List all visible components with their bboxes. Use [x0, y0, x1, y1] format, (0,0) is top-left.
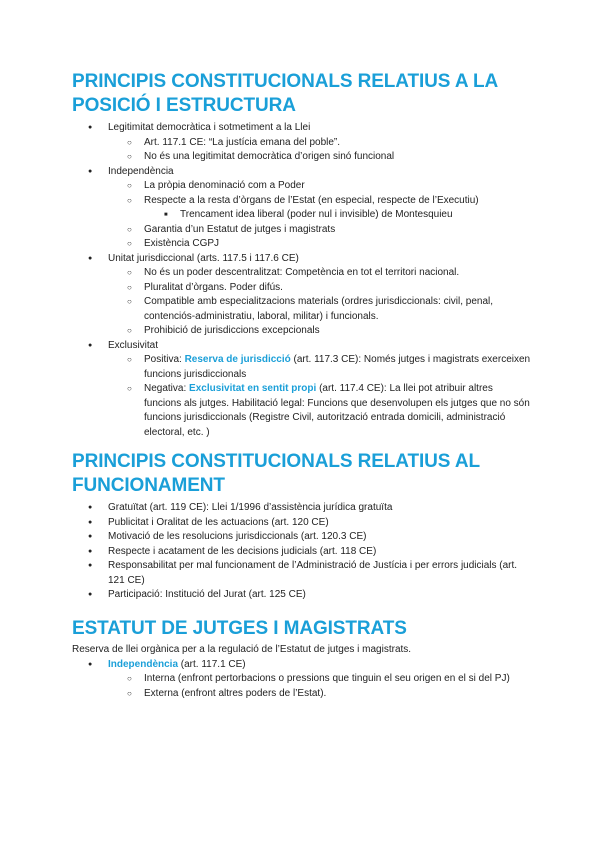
highlight-reserva-jurisdiccio: Reserva de jurisdicció	[184, 354, 291, 365]
list-item: ● Publicitat i Oralitat de les actuacions (art. 120 CE)	[72, 516, 532, 531]
list-item-rest: (art. 117.1 CE)	[178, 658, 246, 670]
positive-prefix: Positiva:	[144, 354, 185, 365]
sub-list-item: ○ La pròpia denominació com a Poder	[108, 179, 532, 194]
sub-list-item: ○ Art. 117.1 CE: “La justícia emana del poble”.	[108, 136, 532, 151]
negative-prefix: Negativa:	[144, 383, 190, 394]
list-item: ● Motivació de les resolucions jurisdiccionals (art. 120.3 CE)	[72, 530, 532, 545]
heading-line: POSICIÓ I ESTRUCTURA	[72, 95, 296, 116]
section-heading-funcionament	[72, 450, 532, 498]
negative-rest: (art. 117.4 CE): La llei pot atribuir altres funcions als jutges. Habilitació legal: Funcions que desenvolupen els jutges que no són funcions jurisdiccionals (Registre Civil, autorització entrada domicili, administració electoral, etc. )	[144, 383, 530, 438]
section-heading-estatut: ESTATUT DE JUTGES I MAGISTRATS	[72, 617, 407, 639]
sub-list-item: ○ No és una legitimitat democràtica d’origen sinó funcional	[108, 150, 532, 165]
sub-list-item-positive	[108, 353, 532, 382]
sub-list-item: ○ Existència CGPJ	[108, 237, 532, 252]
sub-list-item-negative	[108, 382, 532, 440]
list-item	[72, 121, 532, 165]
heading-line: PRINCIPIS CONSTITUCIONALS RELATIUS A LA	[72, 71, 499, 92]
sub-list-item: ○ Garantia d’un Estatut de jutges i magistrats	[108, 223, 532, 238]
sub-sub-list	[144, 208, 532, 223]
list-item	[72, 658, 532, 702]
list-item: ● Respecte i acatament de les decisions judicials (art. 118 CE)	[72, 545, 532, 560]
list-item	[72, 339, 532, 441]
sub-list-item: ○ Pluralitat d’òrgans. Poder difús.	[108, 281, 532, 296]
sub-list	[108, 136, 532, 165]
sub-list	[108, 179, 532, 252]
document-content	[72, 70, 532, 701]
sub-list	[108, 672, 532, 701]
section-intro: Reserva de llei orgànica per a la regulació de l’Estatut de jutges i magistrats.	[72, 643, 412, 655]
list-item-text: Unitat jurisdiccional (arts. 117.5 i 117.6 CE)	[108, 252, 299, 264]
list-item-text: Independència	[108, 165, 174, 177]
section-heading-posicio-estructura	[72, 70, 532, 118]
heading-line: FUNCIONAMENT	[72, 475, 225, 496]
list-item: ● Responsabilitat per mal funcionament de l’Administració de Justícia i per errors judicials (art. 121 CE)	[72, 559, 532, 588]
sub-sub-list-item: ■ Trencament idea liberal (poder nul i invisible) de Montesquieu	[144, 208, 532, 223]
heading-line: PRINCIPIS CONSTITUCIONALS RELATIUS AL	[72, 451, 480, 472]
highlight-exclusivitat-sentit-propi: Exclusivitat en sentit propi	[189, 383, 317, 394]
list-item: ● Participació: Institució del Jurat (art. 125 CE)	[72, 588, 532, 603]
highlight-independencia: Independència	[108, 658, 179, 670]
functioning-list	[72, 501, 532, 603]
list-item	[72, 165, 532, 252]
principles-list	[72, 121, 532, 440]
sub-list-item-text: Respecte a la resta d’òrgans de l’Estat (en especial, respecte de l’Executiu)	[144, 194, 479, 206]
sub-list-item: ○ Compatible amb especialitzacions materials (ordres jurisdiccionals: civil, penal, contenciós-administratiu, laboral, militar) i funcionals.	[108, 295, 532, 324]
sub-list-item: ○ Interna (enfront pertorbacions o pressions que tinguin el seu origen en el si del PJ)	[108, 672, 532, 687]
list-item	[72, 252, 532, 339]
sub-list-item	[108, 194, 532, 223]
sub-list-item: ○ No és un poder descentralitzat: Competència en tot el territori nacional.	[108, 266, 532, 281]
sub-list-item: ○ Externa (enfront altres poders de l’Estat).	[108, 687, 532, 702]
positive-rest: (art. 117.3 CE): Només jutges i magistrats exerceixen funcions jurisdiccionals	[144, 354, 531, 380]
sub-list	[108, 353, 532, 440]
sub-list-item: ○ Prohibició de jurisdiccions excepcionals	[108, 324, 532, 339]
list-item-text: Exclusivitat	[108, 339, 159, 351]
list-item-text: Legitimitat democràtica i sotmetiment a la Llei	[108, 122, 311, 133]
estatut-list	[72, 658, 532, 702]
sub-list	[108, 266, 532, 339]
list-item: ● Gratuïtat (art. 119 CE): Llei 1/1996 d’assistència jurídica gratuïta	[72, 501, 532, 516]
